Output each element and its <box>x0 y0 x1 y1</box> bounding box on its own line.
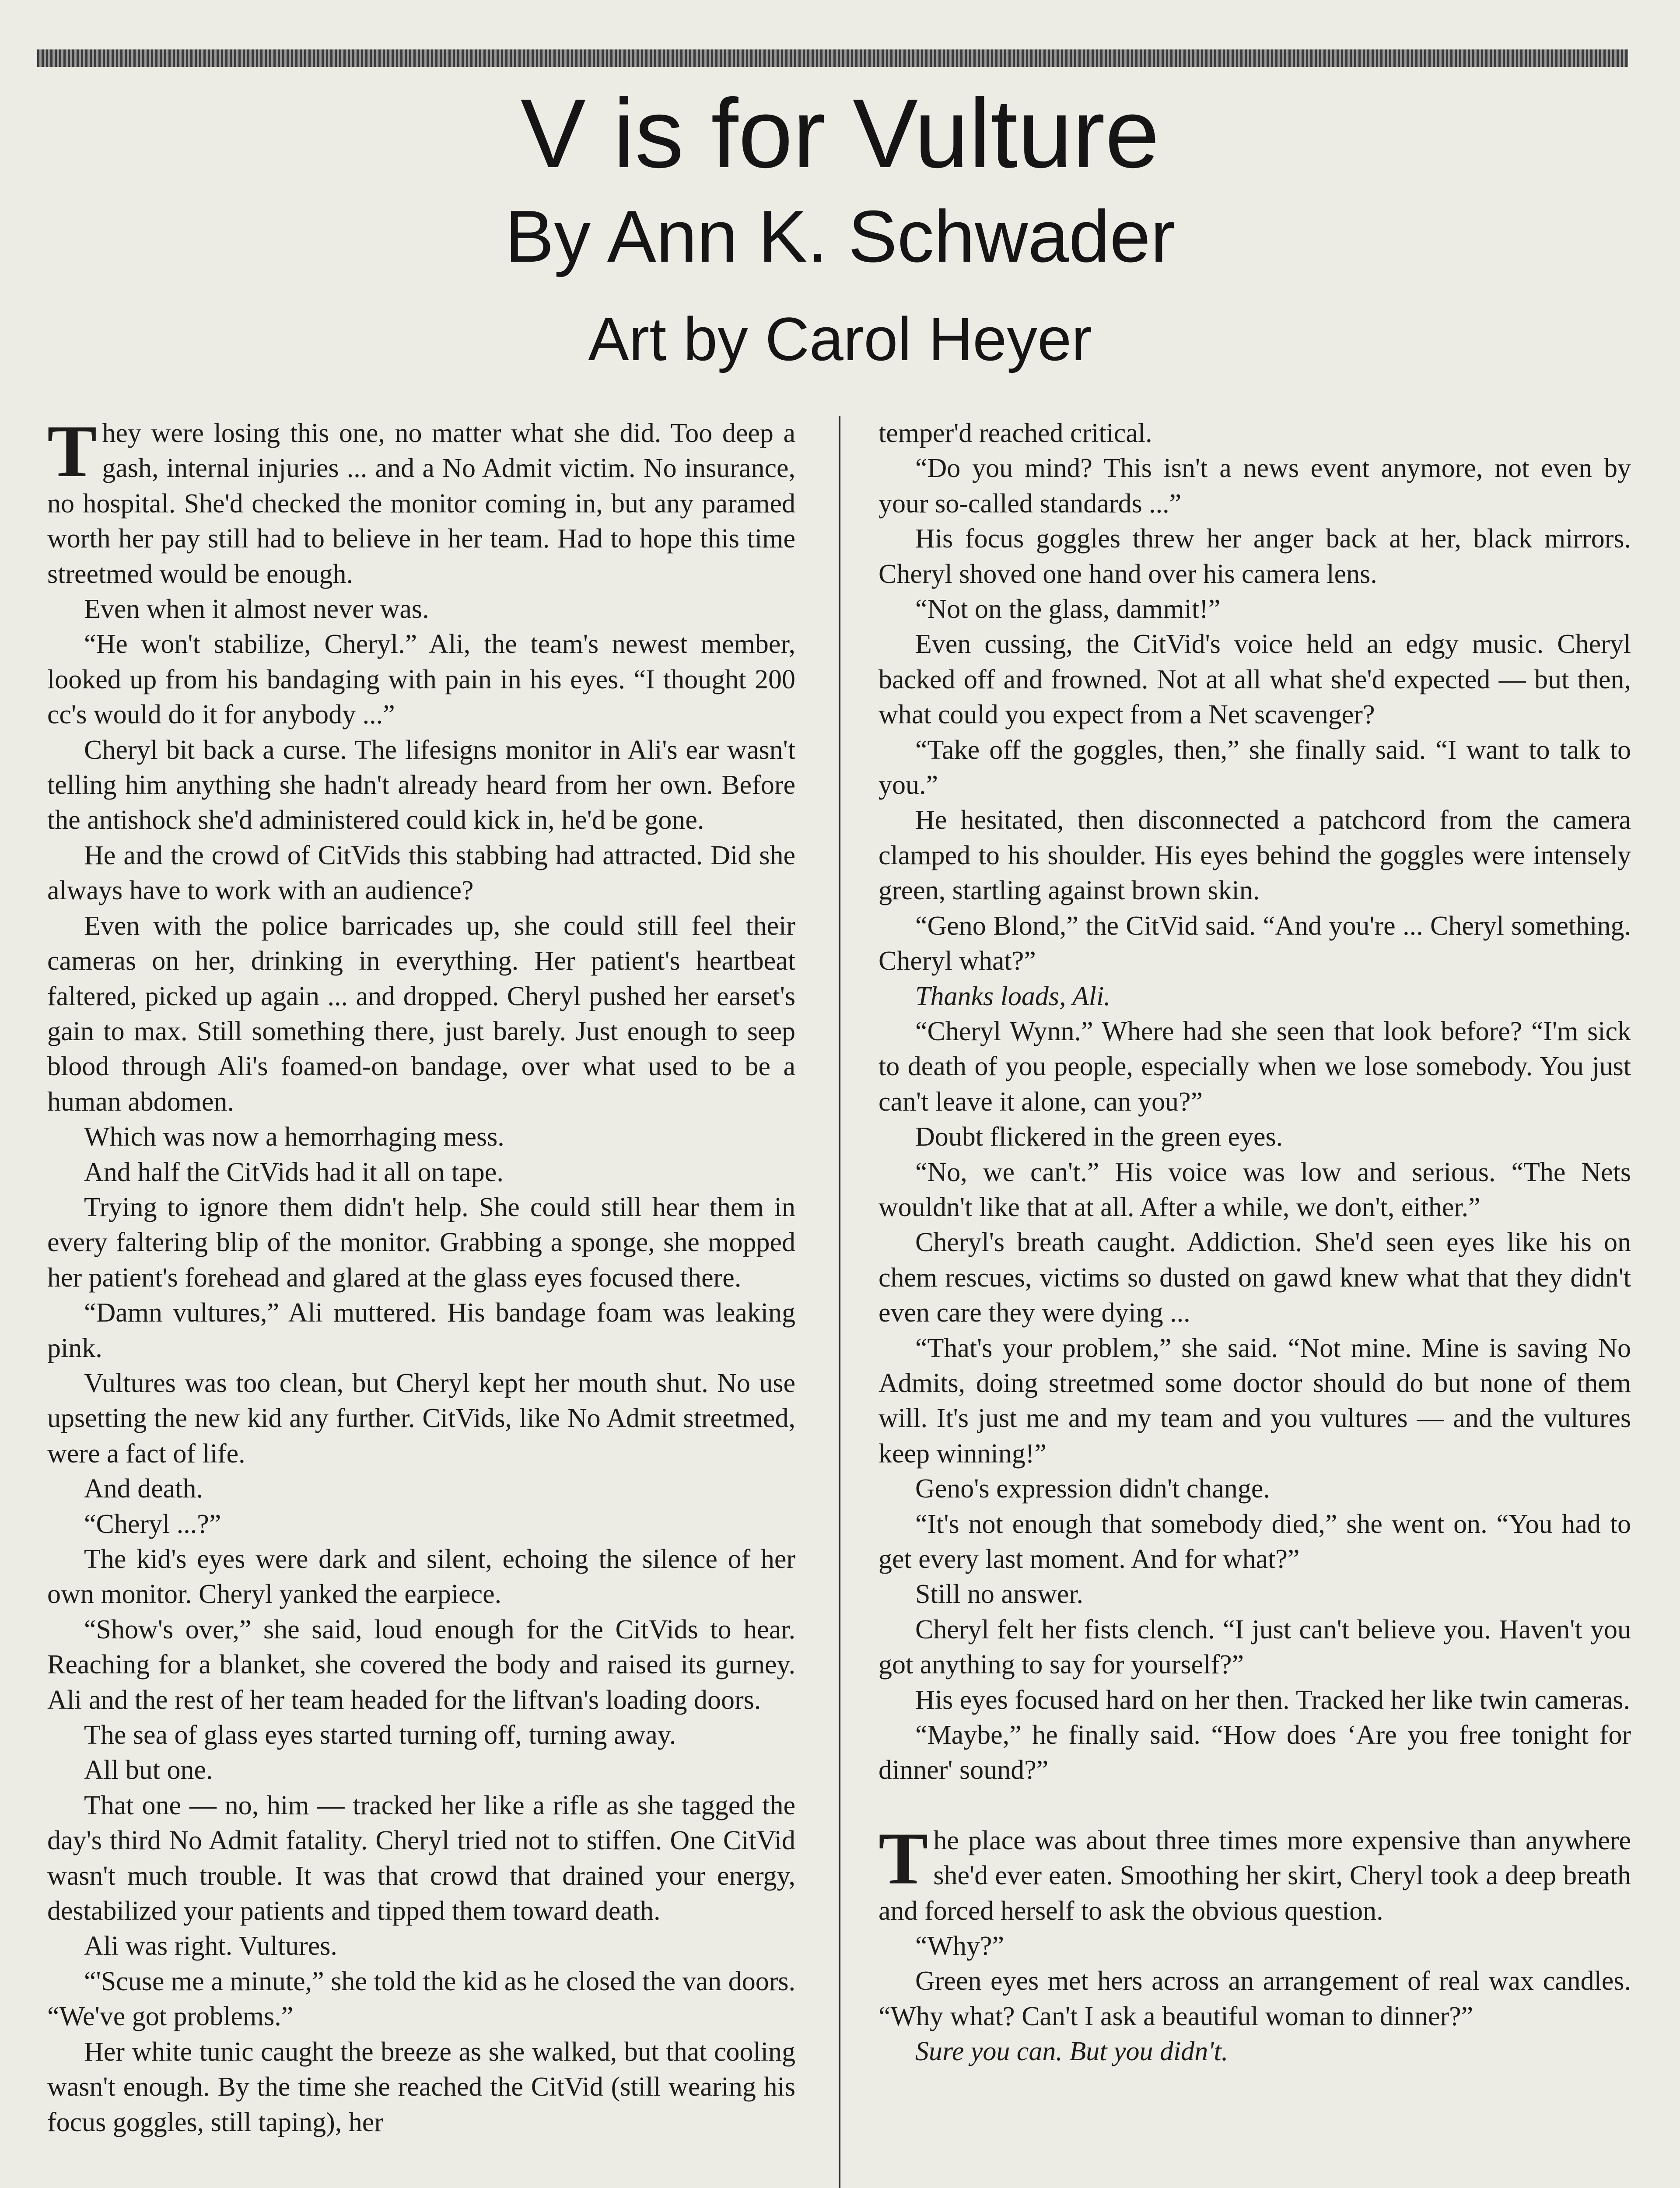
paragraph: “Show's over,” she said, loud enough for the CitVids to hear. Reaching for a blanket, she covered the body and raised its gurney. Ali and the rest of her team headed for the liftvan's loading doors. <box>47 1614 795 1715</box>
paragraph: Cheryl felt her fists clench. “I just can't believe you. Haven't you got anything to say for yourself?” <box>878 1614 1631 1680</box>
paragraph: All but one. <box>84 1755 213 1785</box>
paragraph: Which was now a hemorrhaging mess. <box>84 1122 504 1152</box>
paragraph: Sure you can. But you didn't. <box>915 2037 1228 2067</box>
paragraph: Ali was right. Vultures. <box>84 1931 337 1961</box>
paragraph: And death. <box>84 1474 203 1504</box>
paragraph: That one — no, him — tracked her like a rifle as she tagged the day's third No Admit fatality. Cheryl tried not to stiffen. One CitVid wasn't much trouble. It was that crowd that drained your energy, destabilized your patients and tipped them toward death. <box>47 1790 795 1926</box>
paragraph: Even with the police barricades up, she could still feel their cameras on her, drinking in everything. Her patient's heartbeat faltered, picked up again ... and dropped. Cheryl pushed her earset's gain to max. Still something there, just barely. Just enough to seep blood through Ali's foamed-on bandage, over what used to be a human abdomen. <box>47 911 795 1117</box>
paragraph: Thanks loads, Ali. <box>915 981 1111 1011</box>
paragraph: Cheryl bit back a curse. The lifesigns monitor in Ali's ear wasn't telling him anything she hadn't already heard from her own. Before the antishock she'd administered could kick in, he'd be gone. <box>47 735 795 835</box>
paragraph: “He won't stabilize, Cheryl.” Ali, the team's newest member, looked up from his bandaging with pain in his eyes. “I thought 200 cc's would do it for anybody ...” <box>47 629 795 730</box>
paragraph: Vultures was too clean, but Cheryl kept her mouth shut. No use upsetting the new kid any further. CitVids, like No Admit streetmed, were a fact of life. <box>47 1368 795 1469</box>
paragraph: Still no answer. <box>915 1579 1084 1609</box>
author-byline: By Ann K. Schwader <box>505 195 1175 277</box>
paragraph: Even cussing, the CitVid's voice held an edgy music. Cheryl backed off and frowned. Not at all what she'd expected — but then, what could you expect from a Net scavenger? <box>878 629 1631 730</box>
paragraph: “Maybe,” he finally said. “How does ‘Are you free tonight for dinner' sound?” <box>878 1720 1631 1785</box>
paragraph: Green eyes met hers across an arrangement of real wax candles. “Why what? Can't I ask a beautiful woman to dinner?” <box>878 1966 1631 2031</box>
paragraph: His focus goggles threw her anger back at her, black mirrors. Cheryl shoved one hand over his camera lens. <box>878 524 1631 589</box>
drop-cap: T <box>47 410 97 492</box>
paragraph: The kid's eyes were dark and silent, echoing the silence of her own monitor. Cheryl yanked the earpiece. <box>47 1544 795 1609</box>
paragraph: Even when it almost never was. <box>84 594 429 624</box>
paragraph: “It's not enough that somebody died,” she went on. “You had to get every last moment. And for what?” <box>878 1509 1631 1574</box>
paragraph <box>878 1817 1631 1929</box>
paragraph: “Do you mind? This isn't a news event anymore, not even by your so-called standards ...” <box>878 453 1631 519</box>
paragraph: He and the crowd of CitVids this stabbing had attracted. Did she always have to work with an audience? <box>47 840 795 906</box>
paragraph: “Cheryl Wynn.” Where had she seen that look before? “I'm sick to death of you people, especially when we lose somebody. You just can't leave it alone, can you?” <box>878 1016 1631 1117</box>
paragraph: “Geno Blond,” the CitVid said. “And you're ... Cheryl something. Cheryl what?” <box>878 911 1631 976</box>
left-text-column <box>47 410 795 2140</box>
paragraph: “'Scuse me a minute,” she told the kid as he closed the van doors. “We've got problems.” <box>47 1966 795 2032</box>
art-credit: Art by Carol Heyer <box>588 305 1092 373</box>
paragraph: Her white tunic caught the breeze as she walked, but that cooling wasn't enough. By the time she reached the CitVid (still wearing his focus goggles, still taping), her <box>47 2037 795 2137</box>
story-title: V is for Vulture <box>520 79 1160 188</box>
paragraph-text: he place was about three times more expensive than anywhere she'd ever eaten. Smoothing her skirt, Cheryl took a deep breath and forced herself to ask the obvious question. <box>878 1825 1631 1926</box>
paragraph: Doubt flickered in the green eyes. <box>915 1122 1283 1152</box>
paragraph: “That's your problem,” she said. “Not mine. Mine is saving No Admits, doing streetmed some doctor should do but none of them will. It's just me and my team and you vultures — and the vultures keep winning!” <box>878 1333 1631 1469</box>
paragraph: “Cheryl ...?” <box>84 1509 221 1539</box>
paragraph: His eyes focused hard on her then. Tracked her like twin cameras. <box>915 1685 1630 1715</box>
paragraph-text: hey were losing this one, no matter what she did. Too deep a gash, internal injuries ... and a No Admit victim. No insurance, no hospital. She'd checked the monitor coming in, but any paramed worth her pay still had to believe in her team. Had to hope this time streetmed would be enough. <box>47 418 795 589</box>
paragraph: “Why?” <box>915 1931 1004 1961</box>
drop-cap: T <box>878 1817 928 1900</box>
paragraph: “Take off the goggles, then,” she finally said. “I want to talk to you.” <box>878 735 1631 800</box>
paragraph: “Damn vultures,” Ali muttered. His bandage foam was leaking pink. <box>47 1298 795 1363</box>
paragraph: temper'd reached critical. <box>878 418 1152 448</box>
paragraph: The sea of glass eyes started turning off, turning away. <box>84 1720 676 1750</box>
top-decorative-rule <box>37 49 1628 67</box>
paragraph: He hesitated, then disconnected a patchcord from the camera clamped to his shoulder. His eyes behind the goggles were intensely green, startling against brown skin. <box>878 805 1631 906</box>
column-divider <box>839 416 840 2188</box>
right-text-column <box>878 416 1631 2069</box>
paragraph: Trying to ignore them didn't help. She could still hear them in every faltering blip of the monitor. Grabbing a sponge, she mopped her patient's forehead and glared at the glass eyes focused there. <box>47 1192 795 1293</box>
paragraph: “No, we can't.” His voice was low and serious. “The Nets wouldn't like that at all. After a while, we don't, either.” <box>878 1157 1631 1222</box>
paragraph: “Not on the glass, dammit!” <box>915 594 1221 624</box>
paragraph: Geno's expression didn't change. <box>915 1474 1270 1504</box>
paragraph: Cheryl's breath caught. Addiction. She'd seen eyes like his on chem rescues, victims so dusted on gawd knew what that they didn't even care they were dying ... <box>878 1227 1631 1328</box>
paragraph: And half the CitVids had it all on tape. <box>84 1157 504 1187</box>
paragraph <box>47 410 795 592</box>
